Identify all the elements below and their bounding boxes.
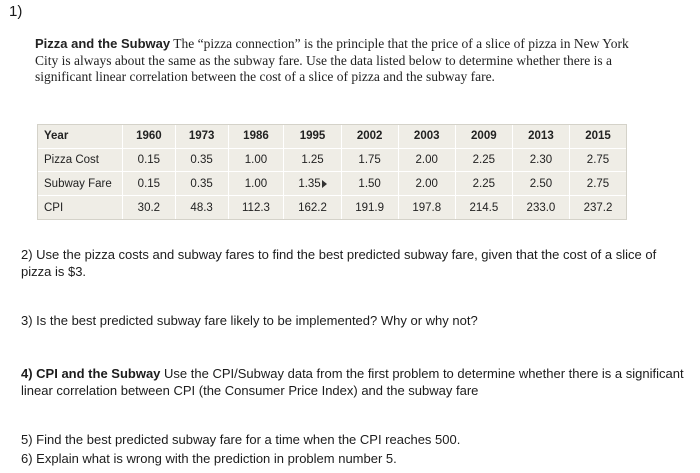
question-6: 6) Explain what is wrong with the prediction in problem number 5. [21,451,397,466]
mouse-cursor-icon [322,180,327,188]
table-cell: 0.15 [123,172,176,196]
problem-body: The “pizza connection” is the principle that the price of a slice of pizza in New York City is always about the same as the subway fare. Use the data listed below to determine whether there is a significant linear correlation between the cost of a slice of pizza and the subway fare. [35,36,629,84]
table-cell: 2.00 [398,172,455,196]
table-cell: 197.8 [398,196,455,219]
table-row [38,148,626,172]
data-table [38,125,626,219]
table-cell: 0.15 [123,148,176,172]
table-header-label: Year [38,125,123,148]
table-cell: 48.3 [175,196,228,219]
table-row [38,196,626,219]
table-cell: 2.75 [570,172,627,196]
table-cell: 162.2 [284,196,341,219]
table-cell: 2.25 [455,148,512,172]
table-cell: 1.00 [228,172,284,196]
table-cell-value: 1.35 [298,177,321,190]
question-3: 3) Is the best predicted subway fare likely to be implemented? Why or why not? [21,313,478,328]
table-cell: 2015 [570,125,627,148]
table-cell: 1.25 [284,148,341,172]
table-cell: 1995 [284,125,341,148]
table-cell: 0.35 [175,172,228,196]
table-cell: 1986 [228,125,284,148]
table-cell: 2.25 [455,172,512,196]
question-4-heading: 4) CPI and the Subway [21,366,161,381]
question-4 [21,365,686,399]
table-cell: 233.0 [512,196,569,219]
table-header-row [38,125,626,148]
table-cell: 2.50 [512,172,569,196]
table-cell: 30.2 [123,196,176,219]
table-cell: 0.35 [175,148,228,172]
table-cell: 214.5 [455,196,512,219]
problem-statement [35,36,635,86]
table-cell: 1.75 [341,148,398,172]
table-cell: 1973 [175,125,228,148]
data-table-container [37,124,627,220]
table-cell: 1.50 [341,172,398,196]
table-cell: 2.30 [512,148,569,172]
question-2: 2) Use the pizza costs and subway fares to find the best predicted subway fare, given that the cost of a slice of pizza is $3. [21,247,657,279]
table-cell: 2009 [455,125,512,148]
question-5: 5) Find the best predicted subway fare for a time when the CPI reaches 500. [21,432,461,447]
table-cell: 2.00 [398,148,455,172]
table-row-label: Pizza Cost [38,148,123,172]
table-cell: 2002 [341,125,398,148]
table-cell: 237.2 [570,196,627,219]
table-row-label: Subway Fare [38,172,123,196]
question-number: 1) [9,3,23,20]
table-cell: 1960 [123,125,176,148]
table-cell: 191.9 [341,196,398,219]
table-cell [284,172,341,196]
table-cell: 1.00 [228,148,284,172]
question-4-body: Use the CPI/Subway data from the first problem to determine whether there is a significant linear correlation between CPI (the Consumer Price Index) and the subway fare [21,366,684,398]
table-cell: 112.3 [228,196,284,219]
table-cell: 2003 [398,125,455,148]
table-cell: 2.75 [570,148,627,172]
table-cell: 2013 [512,125,569,148]
table-row [38,172,626,196]
problem-heading: Pizza and the Subway [35,36,171,51]
table-row-label: CPI [44,201,64,214]
